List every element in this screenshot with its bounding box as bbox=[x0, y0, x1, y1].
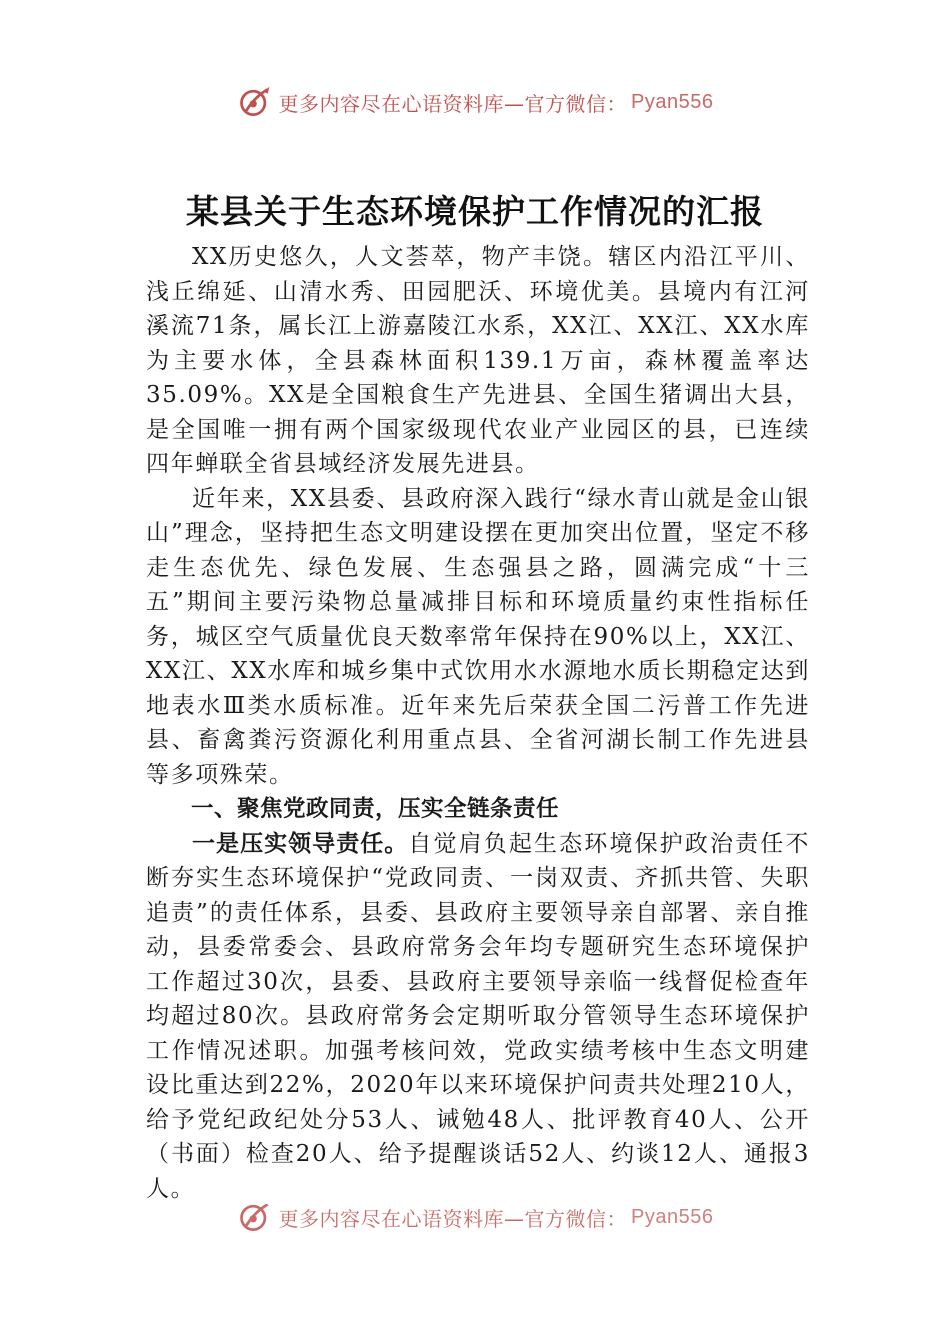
brush-logo-icon bbox=[237, 84, 273, 120]
watermark-wechat-id: Pyan556 bbox=[631, 90, 714, 113]
paragraph-leadership-body: 自觉肩负起生态环境保护政治责任不断夯实生态环境保护“党政同责、一岗双责、齐抓共管、失职追责”的责任体系，县委、县政府主要领导亲自部署、亲自推动，县委常委会、县政府常务会年均专题研究生态环境保护工作超过30次，县委、县政府主要领导亲临一线督促检查年均超过80次。县政府常务会定期听取分管领导生态环境保护工作情况述职。加强考核问效，党政实绩考核中生态文明建设比重达到22%，2020年以来环境保护问责共处理210人，给予党纪政纪处分53人、诫勉48人、批评教育40人、公开（书面）检查20人、给予提醒谈话52人、约谈12人、通报3人。 bbox=[146, 830, 811, 1202]
paragraph-intro: XX历史悠久，人文荟萃，物产丰饶。辖区内沿江平川、浅丘绵延、山清水秀、田园肥沃、环境优美。县境内有江河溪流71条，属长江上游嘉陵江水系，XX江、XX江、XX水库为主要水体，全县森林面积139.1万亩，森林覆盖率达35.09%。XX是全国粮食生产先进县、全国生猪调出大县，是全国唯一拥有两个国家级现代农业产业园区的县，已连续四年蝉联全省县域经济发展先进县。 bbox=[146, 244, 810, 477]
watermark-header bbox=[0, 82, 950, 122]
paragraph-achievements: 近年来，XX县委、县政府深入践行“绿水青山就是金山银山”理念，坚持把生态文明建设摆在更加突出位置，坚定不移走生态优先、绿色发展、生态强县之路，圆满完成“十三五”期间主要污染物总量减排目标和环境质量约束性指标任务，城区空气质量优良天数率常年保持在90%以上，XX江、XX江、XX水库和城乡集中式饮用水水源地水质长期稳定达到地表水Ⅲ类水质标准。近年来先后荣获全国二污普工作先进县、畜禽粪污资源化利用重点县、全省河湖长制工作先进县等多项殊荣。 bbox=[146, 485, 810, 788]
watermark-text: 更多内容尽在心语资料库—官方微信： bbox=[278, 91, 628, 116]
watermark-footer bbox=[0, 1204, 950, 1240]
watermark-text: 更多内容尽在心语资料库—官方微信： bbox=[278, 1206, 628, 1231]
document-title: 某县关于生态环境保护工作情况的汇报 bbox=[186, 192, 764, 231]
paragraph-lead: 一是压实领导责任。 bbox=[192, 830, 409, 857]
section-heading: 一、聚焦党政同责，压实全链条责任 bbox=[191, 796, 560, 822]
watermark-wechat-id: Pyan556 bbox=[631, 1205, 714, 1228]
paragraph-leadership bbox=[146, 827, 810, 1207]
document-body bbox=[146, 240, 810, 1206]
brush-logo-icon bbox=[237, 1204, 273, 1235]
